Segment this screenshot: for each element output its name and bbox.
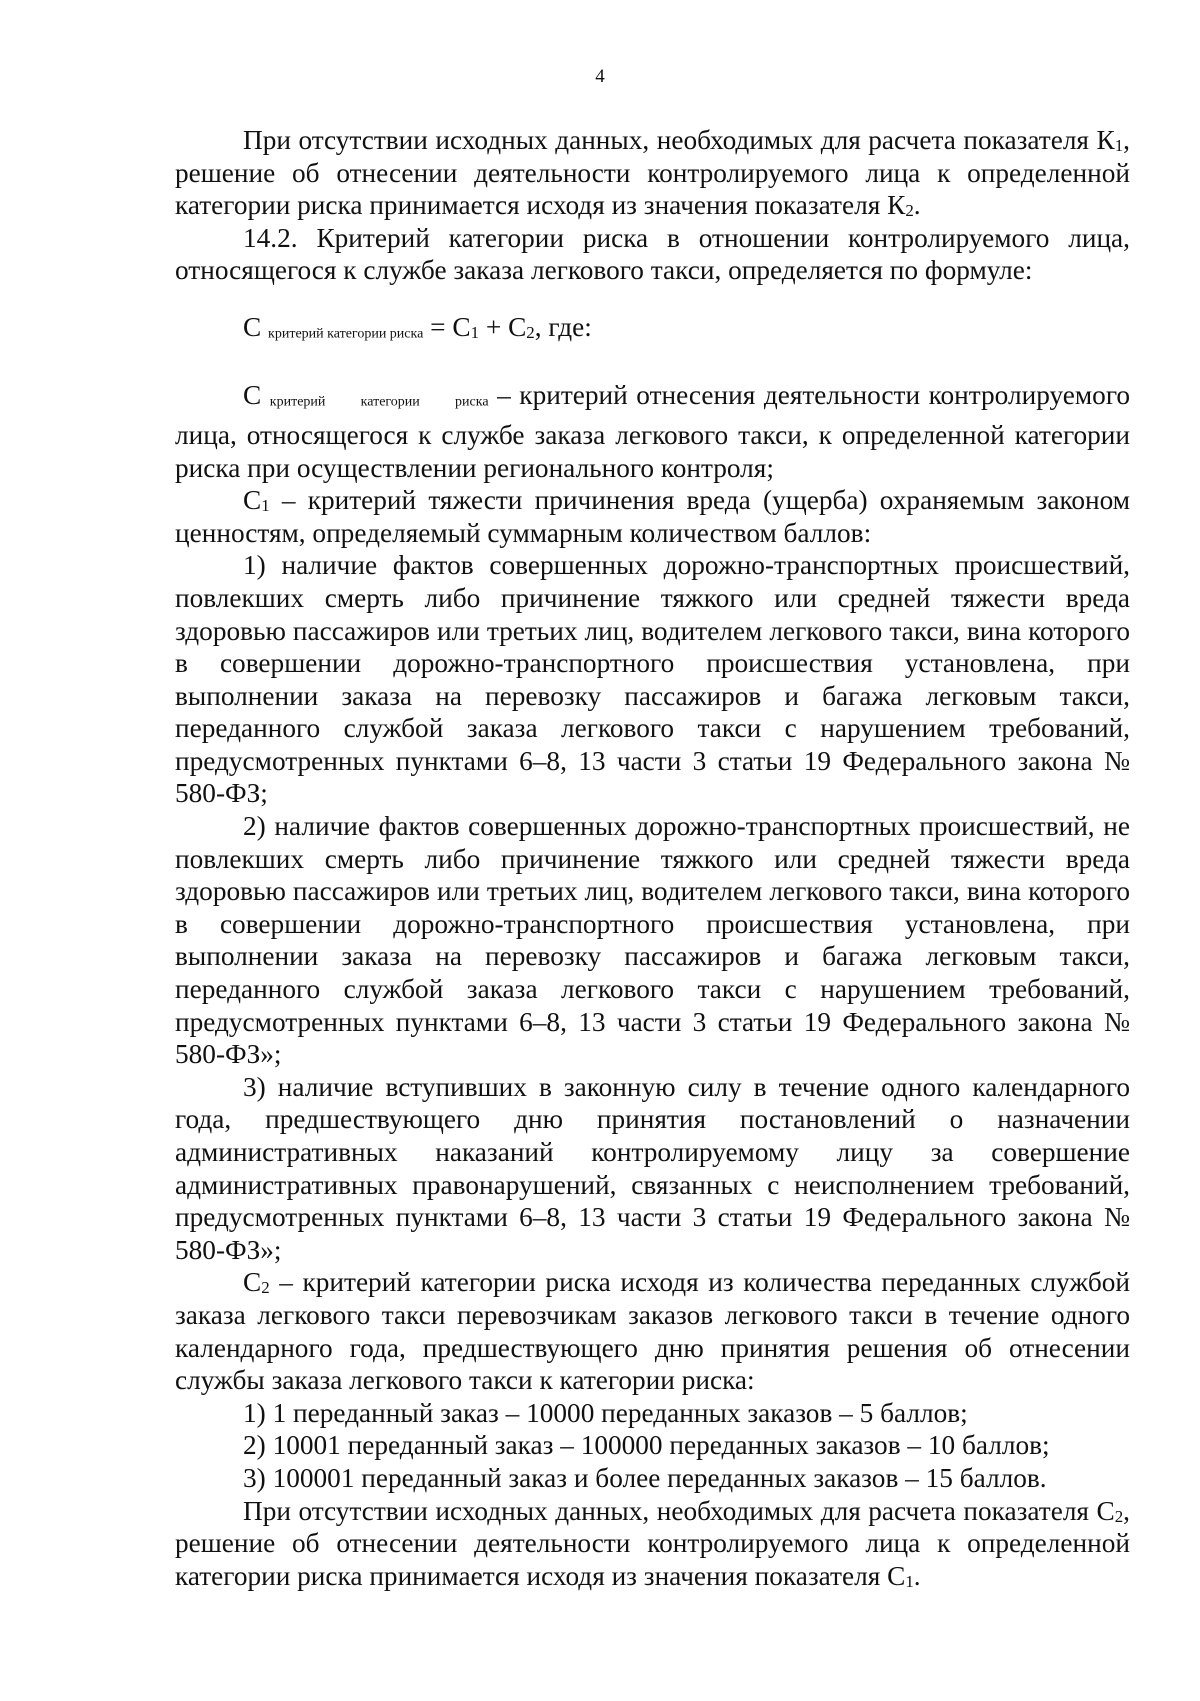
- definition-text: – критерий отнесения деятельности контролируемого лица, относящегося к службе заказа легкового такси, к определенной категории риска при осуществлении регионального контроля;: [175, 379, 1130, 483]
- definition-c-criterion: [175, 379, 1130, 484]
- page-number: 4: [595, 66, 605, 87]
- text: С: [243, 1267, 262, 1298]
- list-item-2: 2) наличие фактов совершенных дорожно-транспортных происшествий, не повлекших смерть либо причинение тяжкого или средней тяжести вреда здоровью пассажиров или третьих лиц, водителем легкового такси, вина которого в совершении дорожно-транспортного происшествия установлена, при выполнении заказа на перевозку пассажиров и багажа легковым такси, переданного службой заказа легкового такси с нарушением требований, предусмотренных пунктами 6–8, 13 части 3 статьи 19 Федерального закона № 580-ФЗ»;: [175, 811, 1130, 1070]
- formula-text: + С: [479, 311, 527, 342]
- text: , решение об отнесении деятельности контролируемого лица к определенной категории риска принимается исходя из значения показателя К: [175, 125, 1130, 221]
- text: При отсутствии исходных данных, необходимых для расчета показателя С: [243, 1495, 1115, 1526]
- subscript: 2: [1114, 1506, 1124, 1526]
- paragraph-k-indicator: [175, 124, 1130, 222]
- subscript: 1: [261, 496, 270, 516]
- text: .: [913, 1560, 921, 1591]
- text: – критерий тяжести причинения вреда (ущерба) охраняемым законом ценностям, определяемый суммарным количеством баллов:: [175, 485, 1130, 548]
- risk-formula: [175, 311, 1130, 351]
- score-item-1: 1) 1 переданный заказ – 10000 переданных заказов – 5 баллов;: [243, 1397, 968, 1428]
- text: С: [243, 485, 262, 516]
- definition-c1: [175, 484, 1130, 549]
- subscript: 1: [470, 322, 480, 342]
- list-item-1: 1) наличие фактов совершенных дорожно-транспортных происшествий, повлекших смерть либо причинение тяжкого или средней тяжести вреда здоровью пассажиров или третьих лиц, водителем легкового такси, вина которого в совершении дорожно-транспортного происшествия установлена, при выполнении заказа на перевозку пассажиров и багажа легковым такси, переданного службой заказа легкового такси с нарушением требований, предусмотренных пунктами 6–8, 13 части 3 статьи 19 Федерального закона № 580-ФЗ;: [175, 550, 1130, 809]
- text: – критерий категории риска исходя из количества переданных службой заказа легкового такси перевозчикам заказов легкового такси в течение одного календарного года, предшествующего дню принятия решения об отнесении службы заказа легкового такси к категории риска:: [175, 1267, 1130, 1396]
- paragraph-14-2: 14.2. Критерий категории риска в отношении контролируемого лица, относящегося к службе заказа легкового такси, определяется по формуле:: [175, 222, 1130, 286]
- formula-text: = С: [423, 311, 471, 342]
- score-item-3: 3) 100001 переданный заказ и более переданных заказов – 15 баллов.: [243, 1462, 1047, 1493]
- subscript: 1: [905, 1571, 914, 1591]
- paragraph-c-indicator: [175, 1495, 1130, 1593]
- definition-symbol: С: [243, 379, 262, 410]
- formula-symbol: С: [243, 311, 262, 342]
- text: , решение об отнесении деятельности контролируемого лица к определенной категории риска принимается исходя из значения показателя С: [175, 1495, 1130, 1591]
- subscript: 2: [905, 201, 914, 221]
- definition-c2: [175, 1266, 1130, 1396]
- text: .: [913, 190, 921, 221]
- subscript: 2: [261, 1278, 270, 1298]
- formula-subscript: критерий категории риска: [268, 326, 424, 342]
- definition-subscript: критерий категории риска: [269, 394, 489, 410]
- score-item-2: 2) 10001 переданный заказ – 100000 переданных заказов – 10 баллов;: [243, 1430, 1050, 1461]
- formula-text: , где:: [534, 311, 592, 342]
- subscript: 2: [526, 322, 535, 342]
- subscript: 1: [1114, 136, 1124, 156]
- text: При отсутствии исходных данных, необходимых для расчета показателя К: [243, 125, 1115, 155]
- list-item-3: 3) наличие вступивших в законную силу в течение одного календарного года, предшествующего дню принятия постановлений о назначении административных наказаний контролируемому лицу за совершение административных правонарушений, связанных с неисполнением требований, предусмотренных пунктами 6–8, 13 части 3 статьи 19 Федерального закона № 580-ФЗ»;: [175, 1071, 1130, 1265]
